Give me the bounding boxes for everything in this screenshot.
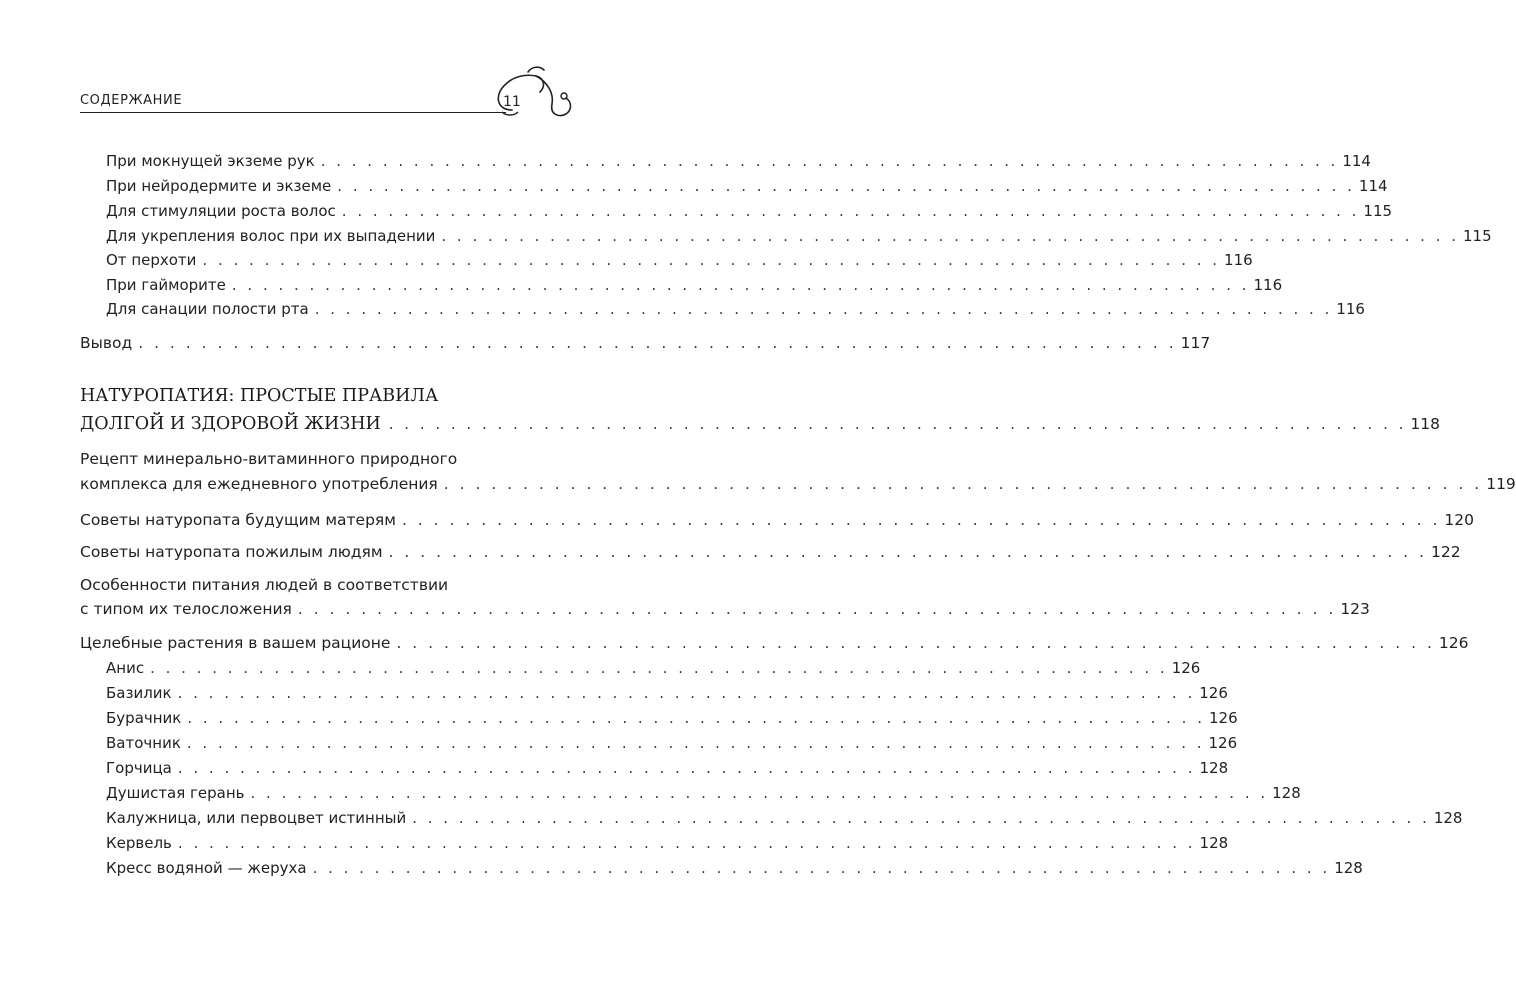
stethoscope-icon [488,58,578,128]
dot-leader: . . . . . . . . . . . . . . . . . . . . . . . . . . . . . . . . . . . . . . . . . . . . . . . . . . . . . . . . . . . . . . . . . . [138,334,1177,352]
dot-leader: . . . . . . . . . . . . . . . . . . . . . . . . . . . . . . . . . . . . . . . . . . . . . . . . . . . . . . . . . . . . . . . . . . [312,859,1331,877]
dot-leader: . . . . . . . . . . . . . . . . . . . . . . . . . . . . . . . . . . . . . . . . . . . . . . . . . . . . . . . . . . . . . . . . . . [297,600,1337,618]
section-heading-entry[interactable] [80,414,1440,434]
toc-entry[interactable] [106,300,1365,318]
dot-leader: . . . . . . . . . . . . . . . . . . . . . . . . . . . . . . . . . . . . . . . . . . . . . . . . . . . . . . . . . . . . . . . . . . [314,300,1333,318]
dot-leader: . . . . . . . . . . . . . . . . . . . . . . . . . . . . . . . . . . . . . . . . . . . . . . . . . . . . . . . . . . . . . . . . . . [250,784,1269,802]
page-number: 11 [503,94,521,110]
dot-leader: . . . . . . . . . . . . . . . . . . . . . . . . . . . . . . . . . . . . . . . . . . . . . . . . . . . . . . . . . . . . . . . . . . [341,202,1360,220]
toc-entry-page: 116 [1224,251,1253,269]
toc-entry-page: 118 [1410,415,1440,433]
dot-leader: . . . . . . . . . . . . . . . . . . . . . . . . . . . . . . . . . . . . . . . . . . . . . . . . . . . . . . . . . . . . . . . . . . [187,709,1205,727]
toc-entry-title: Анис [106,659,145,677]
toc-entry-title: Кервель [106,834,172,852]
toc-entry[interactable] [106,859,1363,877]
toc-entry-title: Ваточник [106,734,181,752]
dot-leader: . . . . . . . . . . . . . . . . . . . . . . . . . . . . . . . . . . . . . . . . . . . . . . . . . . . . . . . . . . . . . . . . . . [320,152,1339,170]
toc-entry[interactable] [80,511,1474,529]
toc-entry[interactable] [106,709,1238,727]
toc-entry-page: 126 [1171,659,1201,677]
toc-entry-page: 115 [1363,202,1393,220]
dot-leader: . . . . . . . . . . . . . . . . . . . . . . . . . . . . . . . . . . . . . . . . . . . . . . . . . . . . . . . . . . . . . . . . . . [177,759,1196,777]
toc-entry-page: 128 [1272,784,1301,802]
toc-entry-title: Для стимуляции роста волос [106,202,336,220]
toc-entry[interactable] [106,809,1463,827]
toc-entry[interactable] [106,177,1388,195]
toc-entry-page: 128 [1199,834,1229,852]
dot-leader: . . . . . . . . . . . . . . . . . . . . . . . . . . . . . . . . . . . . . . . . . . . . . . . . . . . . . . . . . . . . . . . . . . [177,834,1196,852]
header-rule [80,112,506,113]
toc-entry-title: Вывод [80,334,133,352]
toc-entry[interactable] [80,334,1211,352]
toc-entry-title: Бурачник [106,709,182,727]
toc-entry-title: Калужница, или первоцвет истинный [106,809,407,827]
dot-leader: . . . . . . . . . . . . . . . . . . . . . . . . . . . . . . . . . . . . . . . . . . . . . . . . . . . . . . . . . . . . . . . . . . [388,415,1407,433]
toc-entry-title: Советы натуропата пожилым людям [80,543,383,561]
dot-leader: . . . . . . . . . . . . . . . . . . . . . . . . . . . . . . . . . . . . . . . . . . . . . . . . . . . . . . . . . . . . . . . . . . [337,177,1355,195]
dot-leader: . . . . . . . . . . . . . . . . . . . . . . . . . . . . . . . . . . . . . . . . . . . . . . . . . . . . . . . . . . . . . . . . . . [443,475,1483,493]
toc-entry-page: 120 [1444,511,1474,529]
dot-leader: . . . . . . . . . . . . . . . . . . . . . . . . . . . . . . . . . . . . . . . . . . . . . . . . . . . . . . . . . . . . . . . . . . [412,809,1430,827]
toc-entry[interactable] [106,759,1229,777]
toc-entry-title: При мокнущей экземе рук [106,152,315,170]
toc-entry-title: От перхоти [106,251,197,269]
toc-entry[interactable] [106,152,1371,170]
toc-entry-title: Душистая герань [106,784,245,802]
toc-entry-page: 123 [1340,600,1370,618]
toc-entry-title: Базилик [106,684,172,702]
toc-entry-title: Для санации полости рта [106,300,309,318]
dot-leader: . . . . . . . . . . . . . . . . . . . . . . . . . . . . . . . . . . . . . . . . . . . . . . . . . . . . . . . . . . . . . . . . . . [396,634,1435,652]
toc-entry-page: 128 [1199,759,1229,777]
dot-leader: . . . . . . . . . . . . . . . . . . . . . . . . . . . . . . . . . . . . . . . . . . . . . . . . . . . . . . . . . . . . . . . . . . [202,251,1221,269]
toc-entry-title: При нейродермите и экземе [106,177,332,195]
toc-entry-title: Для укрепления волос при их выпадении [106,227,436,245]
dot-leader: . . . . . . . . . . . . . . . . . . . . . . . . . . . . . . . . . . . . . . . . . . . . . . . . . . . . . . . . . . . . . . . . . . [401,511,1441,529]
toc-entry-page: 116 [1336,300,1365,318]
toc-entry[interactable] [106,734,1238,752]
toc-entry-page: 117 [1180,334,1211,352]
toc-entry[interactable] [106,202,1393,220]
toc-entry[interactable] [106,684,1228,702]
toc-entry-title: Советы натуропата будущим матерям [80,511,396,529]
toc-entry-page: 128 [1334,859,1363,877]
toc-entry-page: 126 [1208,734,1238,752]
toc-entry[interactable] [106,784,1301,802]
toc-entry-title: Кресс водяной — жеруха [106,859,307,877]
dot-leader: . . . . . . . . . . . . . . . . . . . . . . . . . . . . . . . . . . . . . . . . . . . . . . . . . . . . . . . . . . . . . . . . . . [186,734,1205,752]
section-heading-title: ДОЛГОЙ И ЗДОРОВОЙ ЖИЗНИ [80,414,381,434]
toc-entry-page: 116 [1253,276,1283,294]
toc-entry-title: с типом их телосложения [80,600,292,618]
toc-entry-page: 126 [1208,709,1238,727]
toc-entry-title: Целебные растения в вашем рационе [80,634,391,652]
toc-entry-title-line: Рецепт минерально-витаминного природного [80,450,458,468]
toc-entry-page: 126 [1438,634,1469,652]
toc-entry[interactable] [80,634,1469,652]
toc-entry[interactable] [80,475,1516,493]
toc-entry[interactable] [80,543,1461,561]
toc-entry[interactable] [106,251,1253,269]
dot-leader: . . . . . . . . . . . . . . . . . . . . . . . . . . . . . . . . . . . . . . . . . . . . . . . . . . . . . . . . . . . . . . . . . . [150,659,1168,677]
toc-entry-title: При гайморите [106,276,226,294]
toc-entry-title: комплекса для ежедневного употребления [80,475,438,493]
toc-entry-page: 128 [1433,809,1463,827]
dot-leader: . . . . . . . . . . . . . . . . . . . . . . . . . . . . . . . . . . . . . . . . . . . . . . . . . . . . . . . . . . . . . . . . . . [388,543,1427,561]
toc-entry-page: 115 [1463,227,1492,245]
toc-entry[interactable] [106,276,1283,294]
section-heading: НАТУРОПАТИЯ: ПРОСТЫЕ ПРАВИЛА [80,386,439,406]
running-header-title: СОДЕРЖАНИЕ [80,93,183,108]
dot-leader: . . . . . . . . . . . . . . . . . . . . . . . . . . . . . . . . . . . . . . . . . . . . . . . . . . . . . . . . . . . . . . . . . . [231,276,1250,294]
dot-leader: . . . . . . . . . . . . . . . . . . . . . . . . . . . . . . . . . . . . . . . . . . . . . . . . . . . . . . . . . . . . . . . . . . [441,227,1460,245]
toc-entry-page: 119 [1486,475,1516,493]
dot-leader: . . . . . . . . . . . . . . . . . . . . . . . . . . . . . . . . . . . . . . . . . . . . . . . . . . . . . . . . . . . . . . . . . . [177,684,1196,702]
toc-entry-page: 114 [1342,152,1371,170]
toc-entry-title-line: Особенности питания людей в соответствии [80,576,449,594]
toc-entry[interactable] [106,659,1201,677]
toc-entry[interactable] [80,600,1370,618]
toc-entry-title: Горчица [106,759,172,777]
toc-entry[interactable] [106,227,1492,245]
toc-entry-page: 126 [1199,684,1228,702]
toc-entry-page: 122 [1430,543,1461,561]
toc-entry[interactable] [106,834,1229,852]
toc-entry-page: 114 [1358,177,1388,195]
